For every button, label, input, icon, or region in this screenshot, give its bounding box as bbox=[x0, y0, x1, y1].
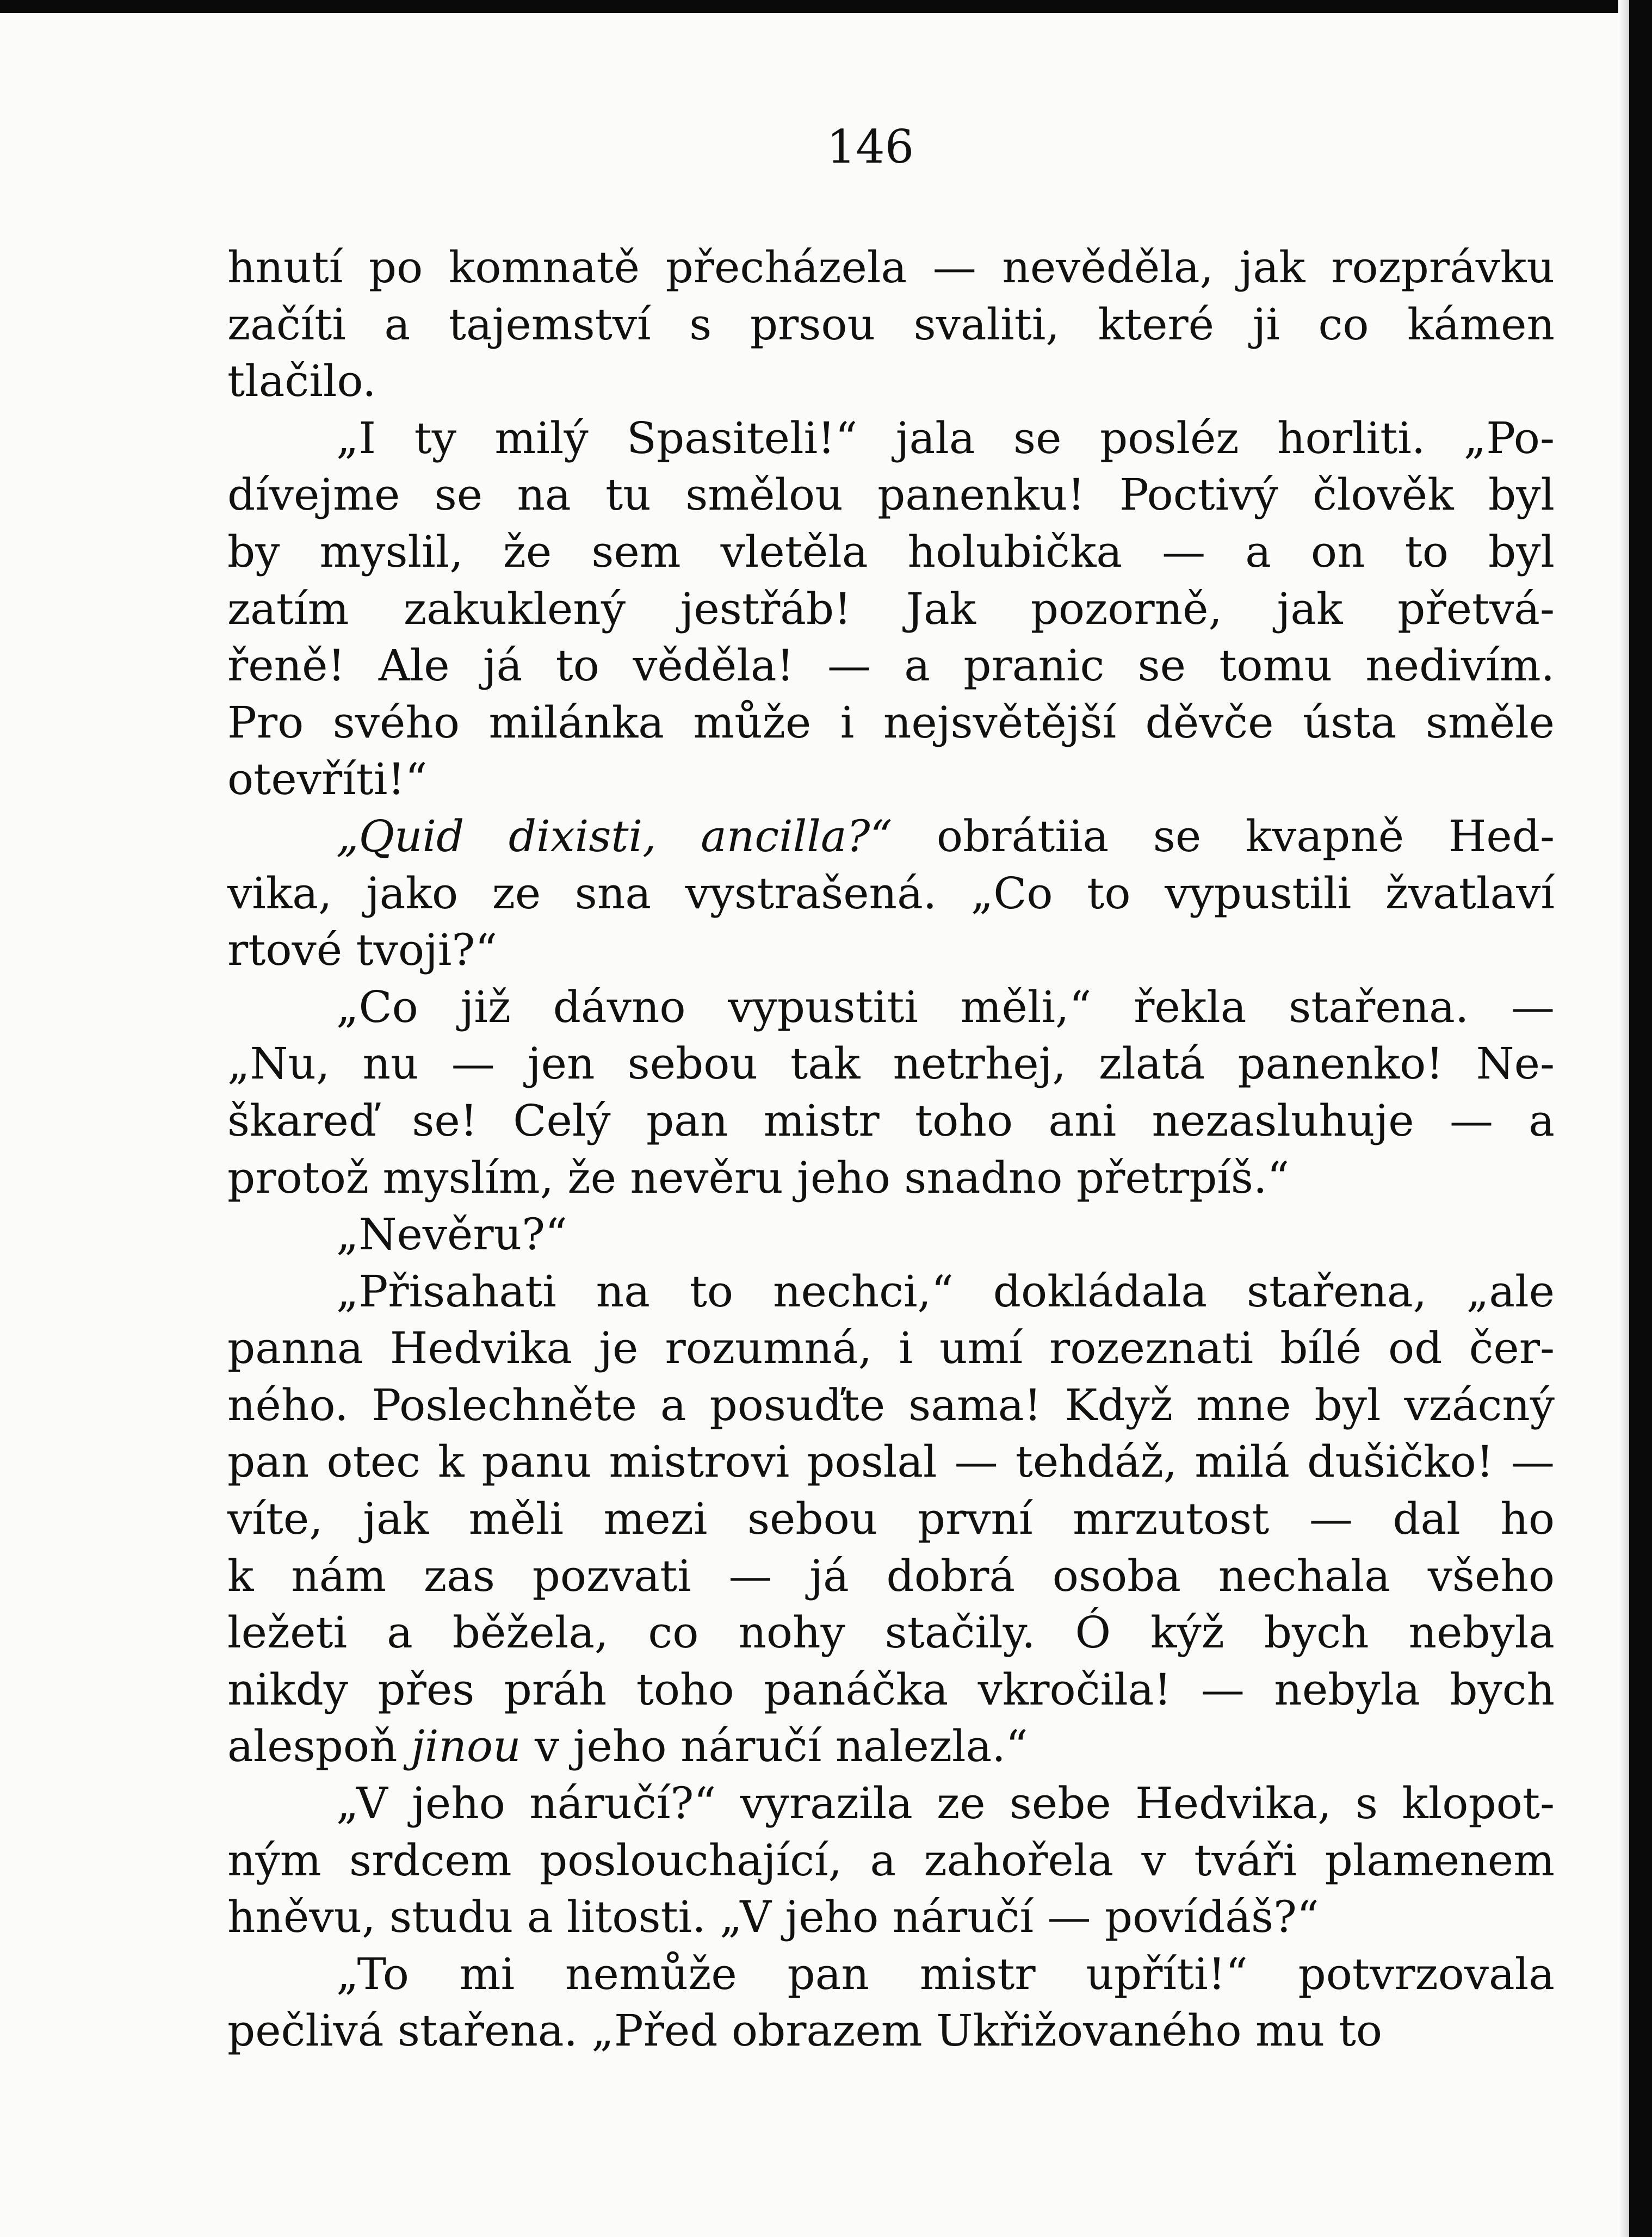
text-line: ležeti a běžela, co nohy stačily. Ó kýž bych nebyla bbox=[227, 1607, 1555, 1658]
text-line: začíti a tajemství s prsou svaliti, které ji co kámen bbox=[227, 299, 1555, 350]
paragraph bbox=[227, 1263, 1555, 1775]
text-line: nikdy přes práh toho panáčka vkročila! — nebyla bych bbox=[227, 1664, 1555, 1715]
page-number: 146 bbox=[826, 120, 914, 173]
paragraph bbox=[227, 1775, 1555, 1946]
text-line: „V jeho náručí?“ vyrazila ze sebe Hedvika, s klopot- bbox=[336, 1778, 1555, 1829]
italic-phrase: „Quid dixisti, ancilla?“ bbox=[336, 810, 893, 862]
paragraph bbox=[227, 1946, 1555, 2060]
scan-border-top bbox=[0, 0, 1652, 13]
page-text bbox=[227, 239, 1555, 2060]
text-line: by myslil, že sem vletěla holubička — a on to byl bbox=[227, 526, 1555, 577]
text-line: rtové tvoji?“ bbox=[227, 925, 498, 976]
line-segment: obrátiia se kvapně Hed- bbox=[892, 810, 1555, 862]
text-line: vika, jako ze sna vystrašená. „Co to vypustili žvatlaví bbox=[227, 867, 1555, 919]
text-line: víte, jak měli mezi sebou první mrzutost — dal ho bbox=[227, 1494, 1555, 1545]
paragraph bbox=[227, 979, 1555, 1206]
paragraph bbox=[227, 410, 1555, 808]
text-line: ným srdcem poslouchající, a zahořela v tváři plamenem bbox=[227, 1835, 1555, 1886]
text-line: k nám zas pozvati — já dobrá osoba nechala všeho bbox=[227, 1550, 1555, 1601]
text-line: „Přisahati na to nechci,“ dokládala stařena, „ale bbox=[336, 1266, 1555, 1317]
italic-phrase: jinou bbox=[411, 1721, 521, 1772]
line-segment: alespoň bbox=[227, 1721, 412, 1772]
text-line: pan otec k panu mistrovi poslal — tehdáž, milá dušičko! — bbox=[227, 1436, 1555, 1488]
text-line: panna Hedvika je rozumná, i umí rozeznati bílé od čer- bbox=[227, 1323, 1555, 1374]
text-line: pečlivá stařena. „Před obrazem Ukřižovaného mu to bbox=[227, 2005, 1383, 2056]
text-line: řeně! Ale já to věděla! — a pranic se tomu nedivím. bbox=[227, 640, 1555, 691]
scan-border-right bbox=[1629, 0, 1652, 2237]
text-line: hnutí po komnatě přecházela — nevěděla, jak rozprávku bbox=[227, 242, 1555, 293]
text-line: „To mi nemůže pan mistr upříti!“ potvrzovala bbox=[336, 1948, 1555, 1999]
scan-edge-shadow bbox=[1618, 0, 1629, 2237]
text-line: Pro svého milánka může i nejsvětější děvče ústa směle bbox=[227, 697, 1555, 748]
text-line: tlačilo. bbox=[227, 356, 376, 407]
text-line: „Co již dávno vypustiti měli,“ řekla stařena. — bbox=[336, 981, 1555, 1032]
text-line: ného. Poslechněte a posuďte sama! Když mne byl vzácný bbox=[227, 1379, 1555, 1430]
text-line bbox=[227, 808, 1555, 865]
text-line: „Nevěru?“ bbox=[336, 1209, 567, 1260]
text-line: „I ty milý Spasiteli!“ jala se posléz horliti. „Po- bbox=[336, 412, 1555, 463]
text-line: otevříti!“ bbox=[227, 754, 428, 805]
text-line: protož myslím, že nevěru jeho snadno přetrpíš.“ bbox=[227, 1152, 1290, 1203]
text-line: dívejme se na tu smělou panenku! Poctivý člověk byl bbox=[227, 469, 1555, 520]
text-line: zatím zakuklený jestřáb! Jak pozorně, jak přetvá- bbox=[227, 583, 1555, 634]
text-line: škareď se! Celý pan mistr toho ani nezasluhuje — a bbox=[227, 1095, 1555, 1146]
text-line bbox=[227, 1718, 1555, 1775]
paragraph bbox=[227, 239, 1555, 410]
line-segment: v jeho náručí nalezla.“ bbox=[521, 1721, 1028, 1772]
text-line: hněvu, studu a litosti. „V jeho náručí — povídáš?“ bbox=[227, 1892, 1319, 1943]
paragraph bbox=[227, 1206, 1555, 1263]
text-line: „Nu, nu — jen sebou tak netrhej, zlatá panenko! Ne- bbox=[227, 1038, 1555, 1089]
paragraph bbox=[227, 808, 1555, 979]
